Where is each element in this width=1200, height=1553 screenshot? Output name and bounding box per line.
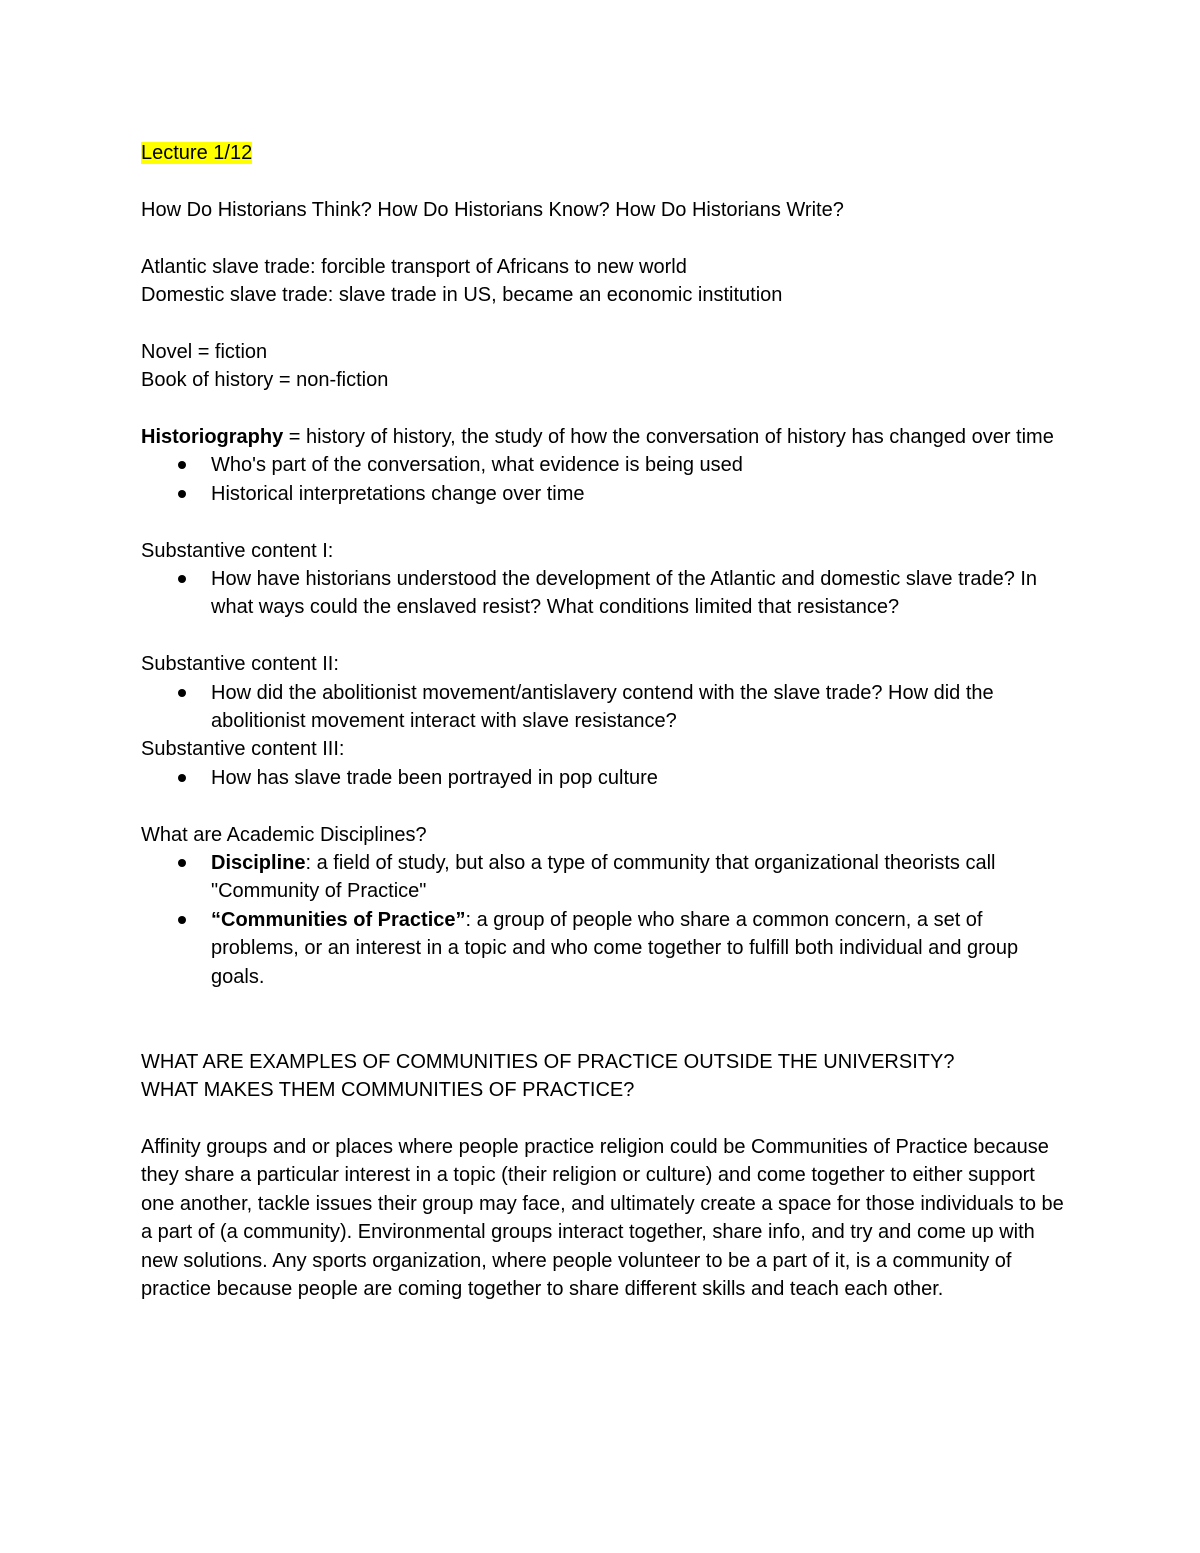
spacer [141, 224, 1071, 252]
bullet-icon [178, 490, 186, 498]
bullet-icon [178, 774, 186, 782]
content-2-heading: Substantive content II: [141, 653, 339, 676]
spacer [141, 508, 1071, 536]
spacer [141, 792, 1071, 820]
spacer [141, 622, 1071, 650]
list-item [141, 764, 1071, 792]
bullet-icon [178, 916, 186, 924]
lecture-title [141, 139, 1071, 167]
disciplines-heading: What are Academic Disciplines? [141, 823, 427, 846]
bullet-icon [178, 461, 186, 469]
list-item-text: Who's part of the conversation, what evidence is being used [211, 454, 743, 477]
content-1-bullets [141, 565, 1071, 622]
cop-term: “Communities of Practice” [211, 908, 466, 931]
list-item-text: Historical interpretations change over time [211, 482, 585, 505]
novel-definition: Novel = fiction [141, 340, 268, 363]
spacer [141, 395, 1071, 423]
discipline-term: Discipline [211, 852, 306, 875]
document-page [141, 139, 1071, 1304]
spacer [141, 1019, 1071, 1047]
spacer [141, 167, 1071, 195]
guiding-questions: How Do Historians Think? How Do Historians Know? How Do Historians Write? [141, 198, 844, 221]
historiography-bullets [141, 451, 1071, 508]
atlantic-definition: Atlantic slave trade: forcible transport of Africans to new world [141, 255, 687, 278]
bullet-icon [178, 575, 186, 583]
answer-paragraph: Affinity groups and or places where people practice religion could be Communities of Practice because they share a particular interest in a topic (their religion or culture) and come together to either support one another, tackle issues their group may face, and ultimately create a space for those individuals to be a part of (a community). Environmental groups interact together, share info, and try and come up with new solutions. Any sports organization, where people volunteer to be a part of it, is a community of practice because people are coming together to share different skills and teach each other. [141, 1136, 1064, 1301]
cop-text: : a group of people who share a common concern, a set of problems, or an interest in a topic and who come together to fulfill both individual and group goals. [211, 908, 1019, 988]
caps-question-1: WHAT ARE EXAMPLES OF COMMUNITIES OF PRACTICE OUTSIDE THE UNIVERSITY? [141, 1050, 955, 1073]
list-item-text: How have historians understood the development of the Atlantic and domestic slave trade? In what ways could the enslaved resist? What conditions limited that resistance? [211, 568, 1038, 619]
spacer [141, 991, 1071, 1019]
list-item-text: How did the abolitionist movement/antislavery contend with the slave trade? How did the abolitionist movement interact with slave resistance? [211, 681, 994, 733]
list-item [141, 451, 1071, 479]
content-3-bullets [141, 764, 1071, 792]
list-item [141, 849, 1071, 906]
list-item-text: How has slave trade been portrayed in pop culture [211, 766, 658, 789]
domestic-definition: Domestic slave trade: slave trade in US, became an economic institution [141, 284, 783, 306]
book-definition: Book of history = non-fiction [141, 369, 389, 392]
list-item [141, 565, 1071, 622]
list-item [141, 480, 1071, 508]
bullet-icon [178, 859, 186, 867]
disciplines-bullets [141, 849, 1071, 991]
historiography-term: Historiography [141, 426, 284, 448]
content-2-bullets [141, 679, 1071, 736]
list-item [141, 906, 1071, 991]
spacer [141, 309, 1071, 337]
title-highlight: Lecture 1/12 [141, 142, 253, 164]
caps-question-2: WHAT MAKES THEM COMMUNITIES OF PRACTICE? [141, 1079, 635, 1102]
bullet-icon [178, 689, 186, 697]
list-item [141, 679, 1071, 736]
historiography-definition [141, 423, 1071, 451]
spacer [141, 1105, 1071, 1133]
discipline-text: : a field of study, but also a type of community that organizational theorists call "Community of Practice" [211, 852, 996, 903]
content-1-heading: Substantive content I: [141, 539, 334, 562]
content-3-heading: Substantive content III: [141, 738, 345, 761]
historiography-text: = history of history, the study of how the conversation of history has changed over time [283, 426, 1054, 448]
